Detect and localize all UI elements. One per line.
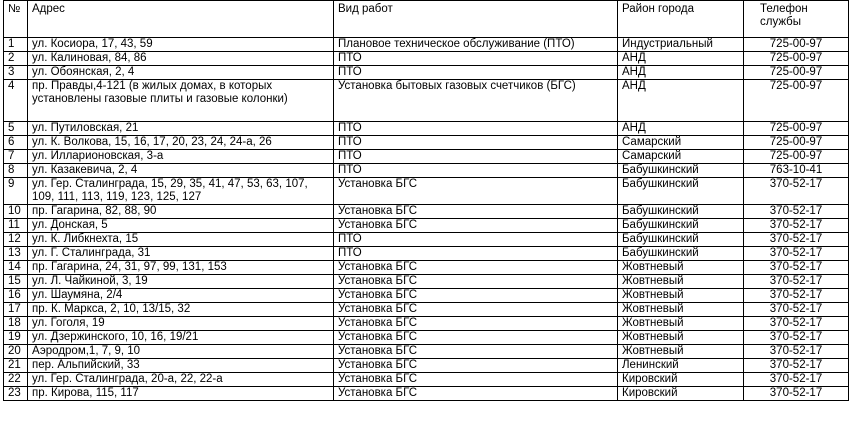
cell-num: 14: [4, 261, 28, 275]
cell-work: Установка БГС: [334, 331, 618, 345]
cell-num: 22: [4, 373, 28, 387]
cell-num: 23: [4, 387, 28, 401]
cell-work: Установка БГС: [334, 261, 618, 275]
cell-num: 4: [4, 80, 28, 122]
cell-work: Установка БГС: [334, 205, 618, 219]
table-row: [4, 345, 849, 359]
cell-phone: 370-52-17: [744, 303, 849, 317]
cell-phone: 725-00-97: [744, 38, 849, 52]
cell-district: АНД: [618, 66, 744, 80]
cell-phone: 725-00-97: [744, 66, 849, 80]
table-row: [4, 150, 849, 164]
cell-work: ПТО: [334, 136, 618, 150]
table-row: [4, 178, 849, 205]
cell-num: 5: [4, 122, 28, 136]
cell-phone: 370-52-17: [744, 178, 849, 205]
cell-district: Бабушкинский: [618, 233, 744, 247]
cell-phone: 725-00-97: [744, 150, 849, 164]
cell-num: 6: [4, 136, 28, 150]
cell-work: ПТО: [334, 247, 618, 261]
header-num: №: [4, 1, 28, 38]
table-row: [4, 52, 849, 66]
cell-phone: 725-00-97: [744, 136, 849, 150]
cell-num: 8: [4, 164, 28, 178]
cell-district: Самарский: [618, 136, 744, 150]
table-row: [4, 38, 849, 52]
cell-address: Аэродром,1, 7, 9, 10: [28, 345, 334, 359]
cell-district: АНД: [618, 80, 744, 122]
cell-address: пр. Правды,4-121 (в жилых домах, в которых установлены газовые плиты и газовые колонки): [28, 80, 334, 122]
cell-num: 13: [4, 247, 28, 261]
header-phone: Телефон службы: [744, 1, 849, 38]
cell-address: ул. Донская, 5: [28, 219, 334, 233]
cell-work: ПТО: [334, 66, 618, 80]
cell-district: Самарский: [618, 150, 744, 164]
cell-district: Бабушкинский: [618, 205, 744, 219]
cell-district: Кировский: [618, 387, 744, 401]
cell-num: 16: [4, 289, 28, 303]
cell-work: Установка БГС: [334, 373, 618, 387]
cell-address: пер. Альпийский, 33: [28, 359, 334, 373]
cell-address: ул. Дзержинского, 10, 16, 19/21: [28, 331, 334, 345]
cell-district: Жовтневый: [618, 275, 744, 289]
table-row: [4, 317, 849, 331]
cell-phone: 370-52-17: [744, 233, 849, 247]
table-row: [4, 387, 849, 401]
cell-address: пр. Гагарина, 82, 88, 90: [28, 205, 334, 219]
table-row: [4, 164, 849, 178]
cell-address: ул. Обоянская, 2, 4: [28, 66, 334, 80]
cell-district: Бабушкинский: [618, 164, 744, 178]
cell-phone: 725-00-97: [744, 52, 849, 66]
cell-phone: 370-52-17: [744, 331, 849, 345]
cell-phone: 370-52-17: [744, 359, 849, 373]
table-row: [4, 122, 849, 136]
cell-phone: 763-10-41: [744, 164, 849, 178]
table-row: [4, 359, 849, 373]
cell-num: 3: [4, 66, 28, 80]
table-row: [4, 233, 849, 247]
cell-district: Бабушкинский: [618, 247, 744, 261]
table-row: [4, 205, 849, 219]
cell-work: Установка БГС: [334, 289, 618, 303]
cell-work: Установка БГС: [334, 317, 618, 331]
table-row: [4, 247, 849, 261]
table-row: [4, 80, 849, 122]
cell-district: Жовтневый: [618, 345, 744, 359]
table-row: [4, 303, 849, 317]
cell-num: 18: [4, 317, 28, 331]
cell-phone: 370-52-17: [744, 247, 849, 261]
cell-work: Установка БГС: [334, 275, 618, 289]
cell-phone: 370-52-17: [744, 275, 849, 289]
table-row: [4, 289, 849, 303]
cell-district: Индустриальный: [618, 38, 744, 52]
cell-address: ул. К. Либкнехта, 15: [28, 233, 334, 247]
cell-phone: 725-00-97: [744, 80, 849, 122]
cell-phone: 370-52-17: [744, 373, 849, 387]
header-address: Адрес: [28, 1, 334, 38]
cell-phone: 370-52-17: [744, 261, 849, 275]
cell-address: пр. Гагарина, 24, 31, 97, 99, 131, 153: [28, 261, 334, 275]
cell-num: 12: [4, 233, 28, 247]
cell-address: пр. К. Маркса, 2, 10, 13/15, 32: [28, 303, 334, 317]
cell-address: ул. Калиновая, 84, 86: [28, 52, 334, 66]
cell-phone: 370-52-17: [744, 387, 849, 401]
cell-work: Установка БГС: [334, 303, 618, 317]
cell-num: 11: [4, 219, 28, 233]
cell-num: 20: [4, 345, 28, 359]
table-row: [4, 66, 849, 80]
cell-address: ул. Косиора, 17, 43, 59: [28, 38, 334, 52]
cell-work: Установка БГС: [334, 345, 618, 359]
cell-num: 1: [4, 38, 28, 52]
cell-district: Жовтневый: [618, 317, 744, 331]
cell-district: Жовтневый: [618, 261, 744, 275]
cell-work: ПТО: [334, 52, 618, 66]
cell-district: АНД: [618, 122, 744, 136]
cell-address: пр. Кирова, 115, 117: [28, 387, 334, 401]
cell-work: ПТО: [334, 164, 618, 178]
cell-work: Установка бытовых газовых счетчиков (БГС): [334, 80, 618, 122]
cell-district: Жовтневый: [618, 303, 744, 317]
cell-num: 2: [4, 52, 28, 66]
cell-work: Установка БГС: [334, 219, 618, 233]
cell-phone: 370-52-17: [744, 205, 849, 219]
cell-address: ул. Казакевича, 2, 4: [28, 164, 334, 178]
cell-phone: 370-52-17: [744, 219, 849, 233]
cell-district: Бабушкинский: [618, 178, 744, 205]
table-row: [4, 373, 849, 387]
cell-num: 15: [4, 275, 28, 289]
cell-work: Установка БГС: [334, 178, 618, 205]
cell-address: ул. Гер. Сталинграда, 20-а, 22, 22-а: [28, 373, 334, 387]
table-row: [4, 275, 849, 289]
cell-address: ул. Гоголя, 19: [28, 317, 334, 331]
cell-num: 10: [4, 205, 28, 219]
cell-address: ул. Шаумяна, 2/4: [28, 289, 334, 303]
cell-num: 7: [4, 150, 28, 164]
cell-work: Установка БГС: [334, 387, 618, 401]
cell-address: ул. Путиловская, 21: [28, 122, 334, 136]
service-table: [3, 0, 849, 401]
cell-district: АНД: [618, 52, 744, 66]
cell-work: ПТО: [334, 122, 618, 136]
cell-district: Жовтневый: [618, 289, 744, 303]
table-row: [4, 136, 849, 150]
cell-phone: 725-00-97: [744, 122, 849, 136]
table-row: [4, 331, 849, 345]
cell-address: ул. Л. Чайкиной, 3, 19: [28, 275, 334, 289]
cell-work: Установка БГС: [334, 359, 618, 373]
cell-district: Ленинский: [618, 359, 744, 373]
cell-district: Бабушкинский: [618, 219, 744, 233]
cell-phone: 370-52-17: [744, 345, 849, 359]
cell-district: Жовтневый: [618, 331, 744, 345]
header-row: [4, 1, 849, 38]
table-row: [4, 261, 849, 275]
cell-work: Плановое техническое обслуживание (ПТО): [334, 38, 618, 52]
cell-phone: 370-52-17: [744, 289, 849, 303]
cell-address: ул. Г. Сталинграда, 31: [28, 247, 334, 261]
cell-work: ПТО: [334, 233, 618, 247]
cell-district: Кировский: [618, 373, 744, 387]
header-work: Вид работ: [334, 1, 618, 38]
header-district: Район города: [618, 1, 744, 38]
cell-num: 19: [4, 331, 28, 345]
cell-phone: 370-52-17: [744, 317, 849, 331]
cell-work: ПТО: [334, 150, 618, 164]
cell-address: ул. Гер. Сталинграда, 15, 29, 35, 41, 47, 53, 63, 107, 109, 111, 113, 119, 123, 125, 127: [28, 178, 334, 205]
cell-num: 21: [4, 359, 28, 373]
table-row: [4, 219, 849, 233]
cell-num: 17: [4, 303, 28, 317]
cell-num: 9: [4, 178, 28, 205]
cell-address: ул. Илларионовская, 3-а: [28, 150, 334, 164]
cell-address: ул. К. Волкова, 15, 16, 17, 20, 23, 24, 24-а, 26: [28, 136, 334, 150]
